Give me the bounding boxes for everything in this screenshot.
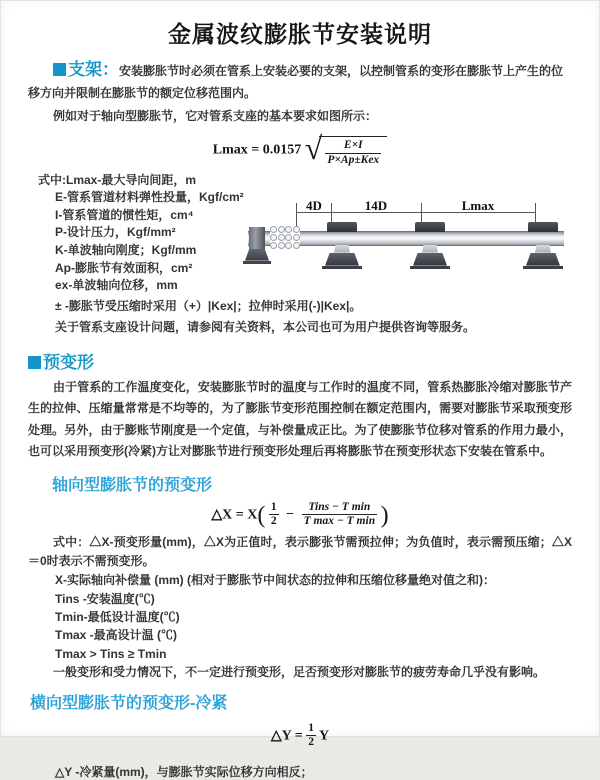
guide-cap [327,222,357,232]
bellows-section [270,226,300,250]
definition-line: Ap-膨胀节有效面积，cm² [55,260,193,275]
predeform-heading-label: 预变形 [43,352,94,372]
guide-foot [413,253,447,266]
sqrt-body [319,136,387,168]
support-section-heading [53,60,119,79]
minus-sign: − [286,506,295,522]
definition-line: ex-单波轴向位移，mm [55,278,178,293]
support-heading-label: 支架： [68,60,119,79]
temperature-denominator: T max − T min [303,515,376,528]
support-note-line: 关于管系支座设计问题，请参阅有关资料，本公司也可为用户提供咨询等服务。 [55,319,476,334]
dimension-label-14d: 14D [364,197,388,213]
guide-neck [422,245,438,253]
bellows-dot [278,234,285,241]
lateral-half-denominator: 2 [308,736,314,749]
bellows-dot [270,234,277,241]
axial-items-list [28,571,572,663]
guide-neck [334,245,350,253]
fixed-anchor-support [244,225,272,269]
definition-line: K-单波轴向刚度；Kgf/mm [55,242,197,257]
axial-item-line: Tmax > Tins ≥ Tmin [55,646,167,661]
definitions-and-diagram [28,172,572,296]
guide-foot [526,253,560,266]
bellows-dot [293,226,300,233]
guide-foot [325,253,359,266]
guide-neck [535,245,551,253]
lmax-fraction [325,139,381,168]
definition-line: P-设计压力，Kgf/mm² [55,225,176,240]
lmax-fraction-denominator: P×Ap±Kex [327,153,380,166]
bellows-dot [293,242,300,249]
axial-item-line: Tmax -最高设计温 (℃) [55,628,178,643]
support-intro-text: 安装膨胀节时必须在管系上安装必要的支架，以控制管系的变形在膨胀节上产生的位移方向并限制在膨胀节的额定位移范围内。 [28,64,564,100]
bellows-dot [285,242,292,249]
sqrt-expression [304,130,387,168]
definition-line: E-管系管道材料弹性投量，Kgf/cm² [55,190,244,205]
anchor-block [249,227,265,249]
lateral-subheading: 横向型膨胀节的预变形-冷紧 [30,694,228,712]
bellows-dot [285,226,292,233]
lateral-formula-rhs: Y [318,728,330,744]
anchor-base [243,261,271,264]
support-intro-paragraph [28,59,572,104]
definition-line: 式中:Lmax-最大导向间距，m [38,172,197,187]
bellows-dot [270,226,277,233]
section-square-icon [53,63,66,76]
radical-sign-icon: √ [304,130,323,166]
pipe-support-diagram [240,198,580,298]
guide-base [410,266,450,269]
plusminus-definition-line: ± -膨胀节受压缩时采用（+）|Kex|；拉伸时采用(-)|Kex|。 [55,298,362,313]
bellows-dot [278,242,285,249]
lateral-half-numerator: 1 [306,722,316,737]
lmax-formula-lhs: Lmax = 0.0157 [212,142,302,158]
predeform-section-heading [28,348,572,373]
definition-line: I-管系管道的惯性矩，cm⁴ [55,207,194,222]
guide-cap [528,222,558,232]
one-half-fraction [269,501,279,530]
support-example-line: 例如对于轴向型膨胀节，它对管系支座的基本要求如图所示： [53,109,378,123]
lmax-formula [28,130,572,168]
guide-base [523,266,563,269]
half-denominator: 2 [270,515,277,528]
guide-support [322,222,362,270]
axial-item-line: X-实际轴向补偿量 (mm) (相对于膨胀节中间状态的拉伸和压缩位移量绝对值之和)： [55,573,495,588]
temperature-fraction [302,501,378,530]
lateral-formula-lhs: △Y = [270,728,303,744]
bellows-dot [285,234,292,241]
bellows-dot [278,226,285,233]
axial-formula-lhs: △X = X [211,507,258,523]
temperature-numerator: Tins − T min [302,501,378,516]
guide-base [322,266,362,269]
anchor-foot [245,249,269,261]
lateral-half-fraction [306,722,316,751]
guide-support [410,222,450,270]
dimension-label-4d: 4D [306,197,322,213]
lmax-fraction-numerator: E×I [325,139,381,154]
bellows-dot [293,234,300,241]
axial-item-line: Tmin-最低设计温度(℃) [55,610,180,624]
half-numerator: 1 [269,501,279,516]
axial-subheading: 轴向型膨胀节的预变形 [52,476,213,494]
bellows-dot [270,242,277,249]
guide-support [523,222,563,270]
close-paren: ) [380,501,389,528]
section-square-icon [28,356,41,369]
guide-cap [415,222,445,232]
open-paren: ( [257,501,266,528]
axial-note-line: 一般变形和受力情况下，不一定进行预变形，足否预变形对膨胀节的疲劳寿命几乎没有影响。 [53,665,546,680]
lateral-formula [28,722,572,751]
dimension-label-lmax: Lmax [461,197,495,213]
axial-explain-paragraph: 式中：△X-预变形量(mm)，△X为正值时，表示膨张节需预拉伸；为负值时，表示需预压缩；△X＝0时表示不需预变形。 [28,535,572,569]
axial-formula [28,501,572,530]
predeform-paragraph: 由于管系的工作温度变化，安装膨胀节时的温度与工作时的温度不同，管系热膨胀冷缩对膨胀节产生的拉伸、压缩量常常是不均等的，为了膨胀节变形范围控制在额定范围内，需要对膨胀节采取预变形处理。另外，由于膨账节刚度是一个定值，与补偿量成正比。为了使膨胀节位移对管系的作用力最小，也可以采用预变形(冷紧)方让对膨胀节进行预变形处理后再将膨胀节在预变形状态下安装在管系中。 [28,379,572,459]
page-title: 金属波纹膨胀节安装说明 [168,21,432,47]
axial-item-line: Tins -安装温度(℃) [55,591,155,606]
lateral-note-line: △Y -冷紧量(mm)，与膨胀节实际位移方向相反； [55,765,313,780]
